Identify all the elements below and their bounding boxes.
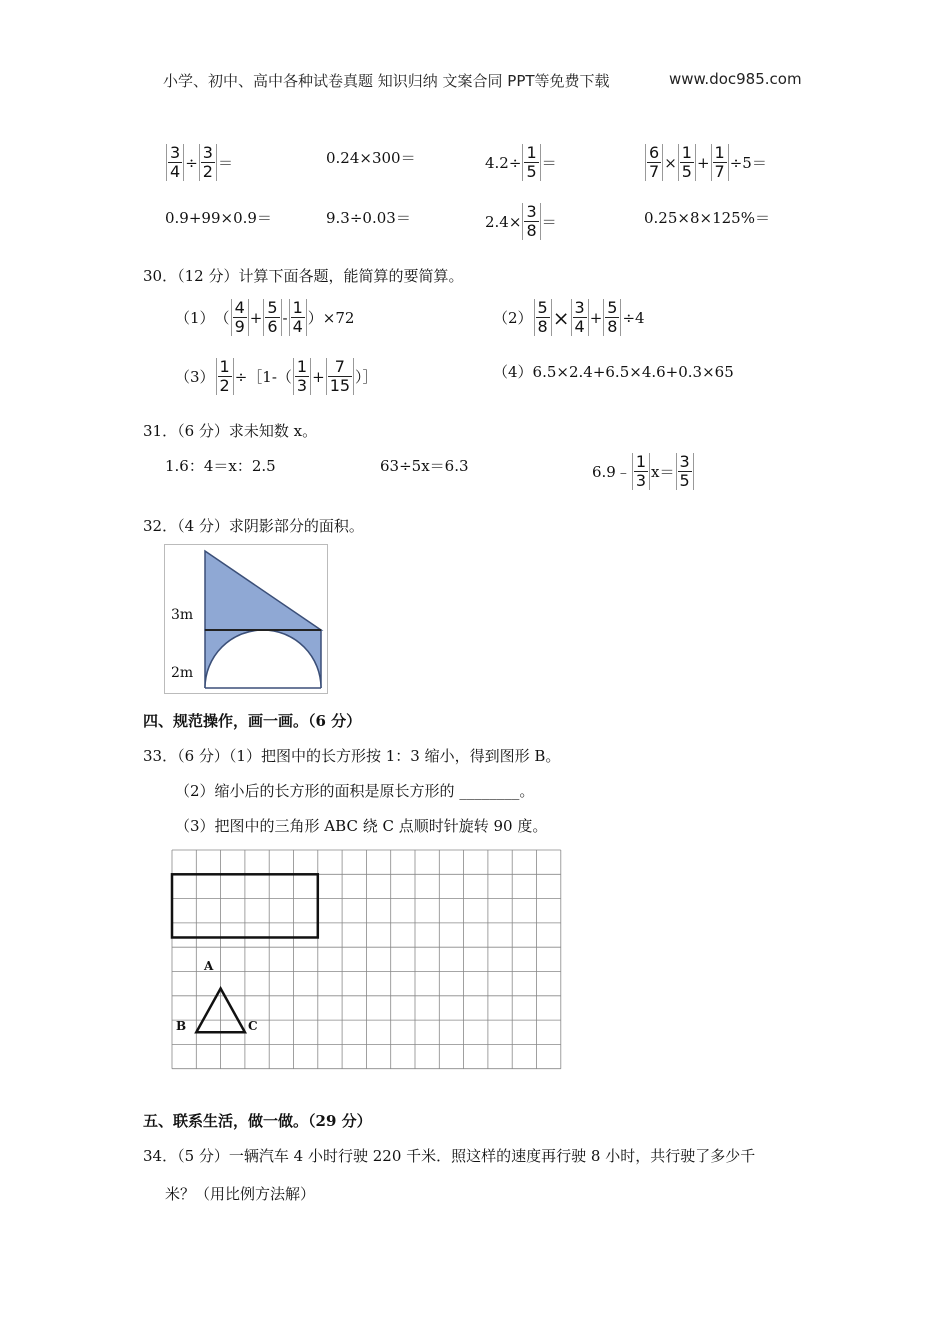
- q31-e2: 63÷5x＝6.3: [380, 457, 469, 475]
- calc-r1-c: 4.2÷ $\frac{1}{5}$ ＝: [485, 143, 557, 181]
- q31-e3: 6.9﹣ $\frac{1}{3}$ x＝ $\frac{3}{5}$: [592, 453, 695, 490]
- header-left: 小学、初中、高中各种试卷真题 知识归纳 文案合同 PPT等免费下载: [163, 72, 610, 90]
- q34-line2: 米？（用比例方法解）: [165, 1185, 316, 1203]
- label-2m: 2m: [171, 665, 194, 681]
- grid-svg: [166, 845, 564, 1077]
- q30-p2: （2） $\frac{5}{8}$ × $\frac{3}{4}$ + $\frac{5}{8}$ ÷4: [493, 298, 645, 336]
- shaded-triangle: [205, 551, 321, 630]
- calc-r1-a: $\frac{3}{4}$ ÷ $\frac{3}{2}$ ＝: [165, 144, 233, 181]
- q31-e1: 1.6：4＝x：2.5: [165, 457, 276, 475]
- calc-r2-c: 2.4× $\frac{3}{8}$ ＝: [485, 202, 557, 240]
- section-4-heading: 四、规范操作，画一画。（6 分）: [143, 712, 362, 730]
- calc-r2-d: 0.25×8×125%＝: [644, 209, 770, 227]
- q33-line2[interactable]: （2）缩小后的长方形的面积是原长方形的 ________。: [175, 782, 535, 800]
- q30-p3: （3） $\frac{1}{2}$ ÷［1-（ $\frac{1}{3}$ + $\frac{7}{15}$ ）］: [175, 357, 378, 395]
- q31-title: 31．（6 分）求未知数 x。: [143, 422, 318, 440]
- calc-r2-a: 0.9+99×0.9＝: [165, 209, 272, 227]
- q30-p4: （4）6.5×2.4+6.5×4.6+0.3×65: [493, 363, 734, 381]
- q30-title: 30．（12 分）计算下面各题，能简算的要简算。: [143, 267, 464, 285]
- q32-title: 32．（4 分）求阴影部分的面积。: [143, 517, 364, 535]
- label-c: C: [248, 1019, 258, 1033]
- q34-line1: 34．（5 分）一辆汽车 4 小时行驶 220 千米．照这样的速度再行驶 8 小时，共行驶了多少千: [143, 1147, 756, 1165]
- grid-figure: [166, 845, 564, 1077]
- label-b: B: [176, 1019, 187, 1033]
- header-right[interactable]: www.doc985.com: [669, 70, 802, 88]
- shaded-area-figure: [164, 544, 328, 694]
- label-3m: 3m: [171, 607, 194, 623]
- calc-r1-d: $\frac{6}{7}$ × $\frac{1}{5}$ + $\frac{1}{7}$ ÷5＝: [644, 144, 767, 181]
- label-a: A: [204, 959, 214, 973]
- section-5-heading: 五、联系生活，做一做。（29 分）: [143, 1112, 372, 1130]
- q30-p1: （1）（ $\frac{4}{9}$ + $\frac{5}{6}$ - $\frac{1}{4}$ ）×72: [175, 298, 355, 336]
- calc-r2-b: 9.3÷0.03＝: [326, 209, 411, 227]
- calc-r1-b: 0.24×300＝: [326, 149, 416, 167]
- q33-line1: 33．（6 分）（1）把图中的长方形按 1：3 缩小，得到图形 B。: [143, 747, 561, 765]
- q33-line3: （3）把图中的三角形 ABC 绕 C 点顺时针旋转 90 度。: [175, 817, 548, 835]
